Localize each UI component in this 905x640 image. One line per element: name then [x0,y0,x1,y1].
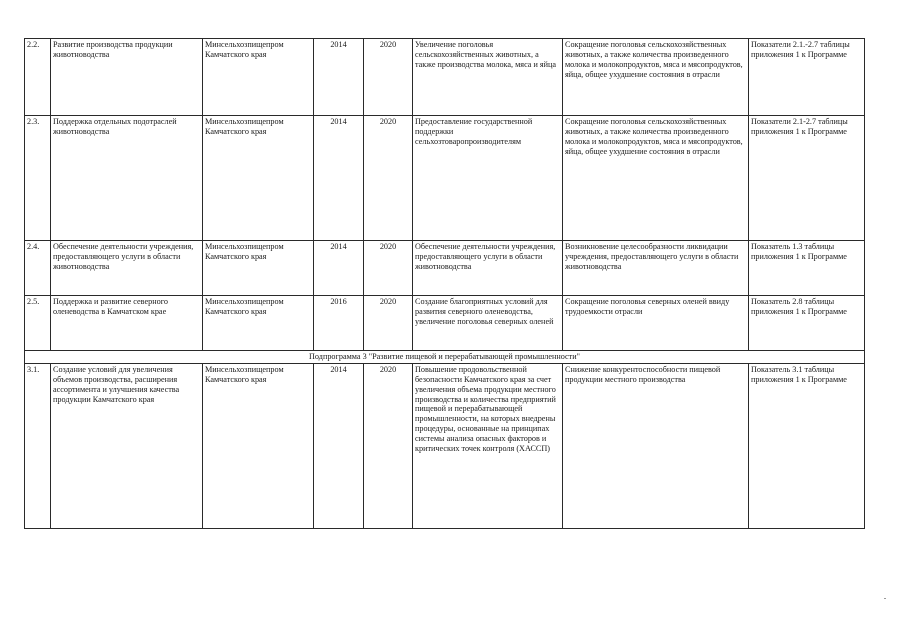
scan-speck [884,598,886,599]
end-year: 2020 [364,241,413,296]
non-implementation-consequence: Сокращение поголовья северных оленей ввиду трудоемкости отрасли [563,296,749,351]
end-year: 2020 [364,364,413,529]
indicator-link: Показатель 2.8 таблицы приложения 1 к Программе [749,296,865,351]
row-number: 2.5. [25,296,51,351]
end-year: 2020 [364,116,413,241]
row-number: 2.3. [25,116,51,241]
table-row [25,39,865,116]
start-year: 2014 [314,364,364,529]
expected-result: Повышение продовольственной безопасности Камчатского края за счет увеличения объема продукции местного производства и количества предприятий пищевой и перерабатывающей промышленности, на которых внедрены процедуры, основанные на принципах системы анализа опасных факторов и критических точек контроля (ХАССП) [413,364,563,529]
program-measures-table [24,38,865,529]
non-implementation-consequence: Сокращение поголовья сельскохозяйственных животных, а также количества произведенного молока и молокопродуктов, мяса и мясопродуктов, яйца, общее ухудшение состояния в отрасли [563,39,749,116]
indicator-link: Показатели 2.1-2.7 таблицы приложения 1 к Программе [749,116,865,241]
expected-result: Обеспечение деятельности учреждения, предоставляющего услуги в области животноводства [413,241,563,296]
table-row [25,296,865,351]
subprogram-title: Подпрограмма 3 "Развитие пищевой и перерабатывающей промышленности" [25,351,865,364]
table-row [25,364,865,529]
indicator-link: Показатель 3.1 таблицы приложения 1 к Программе [749,364,865,529]
start-year: 2014 [314,241,364,296]
indicator-link: Показатель 1.3 таблицы приложения 1 к Программе [749,241,865,296]
end-year: 2020 [364,39,413,116]
start-year: 2014 [314,39,364,116]
table-row [25,116,865,241]
executor: Минсельхозпищепром Камчатского края [203,364,314,529]
non-implementation-consequence: Снижение конкурентоспособности пищевой продукции местного производства [563,364,749,529]
start-year: 2014 [314,116,364,241]
measure-name: Создание условий для увеличения объемов производства, расширения ассортимента и улучшения качества продукции Камчатского края [51,364,203,529]
measure-name: Поддержка отдельных подотраслей животноводства [51,116,203,241]
table-row [25,241,865,296]
non-implementation-consequence: Сокращение поголовья сельскохозяйственных животных, а также количества произведенного молока и молокопродуктов, мяса и мясопродуктов, яйца, общее ухудшение состояния в отрасли [563,116,749,241]
row-number: 2.4. [25,241,51,296]
row-number: 3.1. [25,364,51,529]
executor: Минсельхозпищепром Камчатского края [203,39,314,116]
non-implementation-consequence: Возникновение целесообразности ликвидации учреждения, предоставляющего услуги в области животноводства [563,241,749,296]
measure-name: Обеспечение деятельности учреждения, предоставляющего услуги в области животноводства [51,241,203,296]
executor: Минсельхозпищепром Камчатского края [203,116,314,241]
measure-name: Развитие производства продукции животноводства [51,39,203,116]
indicator-link: Показатели 2.1.-2.7 таблицы приложения 1 к Программе [749,39,865,116]
start-year: 2016 [314,296,364,351]
end-year: 2020 [364,296,413,351]
expected-result: Предоставление государственной поддержки сельхозтоваропроизводителям [413,116,563,241]
measure-name: Поддержка и развитие северного оленеводства в Камчатском крае [51,296,203,351]
executor: Минсельхозпищепром Камчатского края [203,296,314,351]
executor: Минсельхозпищепром Камчатского края [203,241,314,296]
expected-result: Создание благоприятных условий для развития северного оленеводства, увеличение поголовья северных оленей [413,296,563,351]
row-number: 2.2. [25,39,51,116]
expected-result: Увеличение поголовья сельскохозяйственных животных, а также производства молока, мяса и яйца [413,39,563,116]
subprogram-header-row [25,351,865,364]
